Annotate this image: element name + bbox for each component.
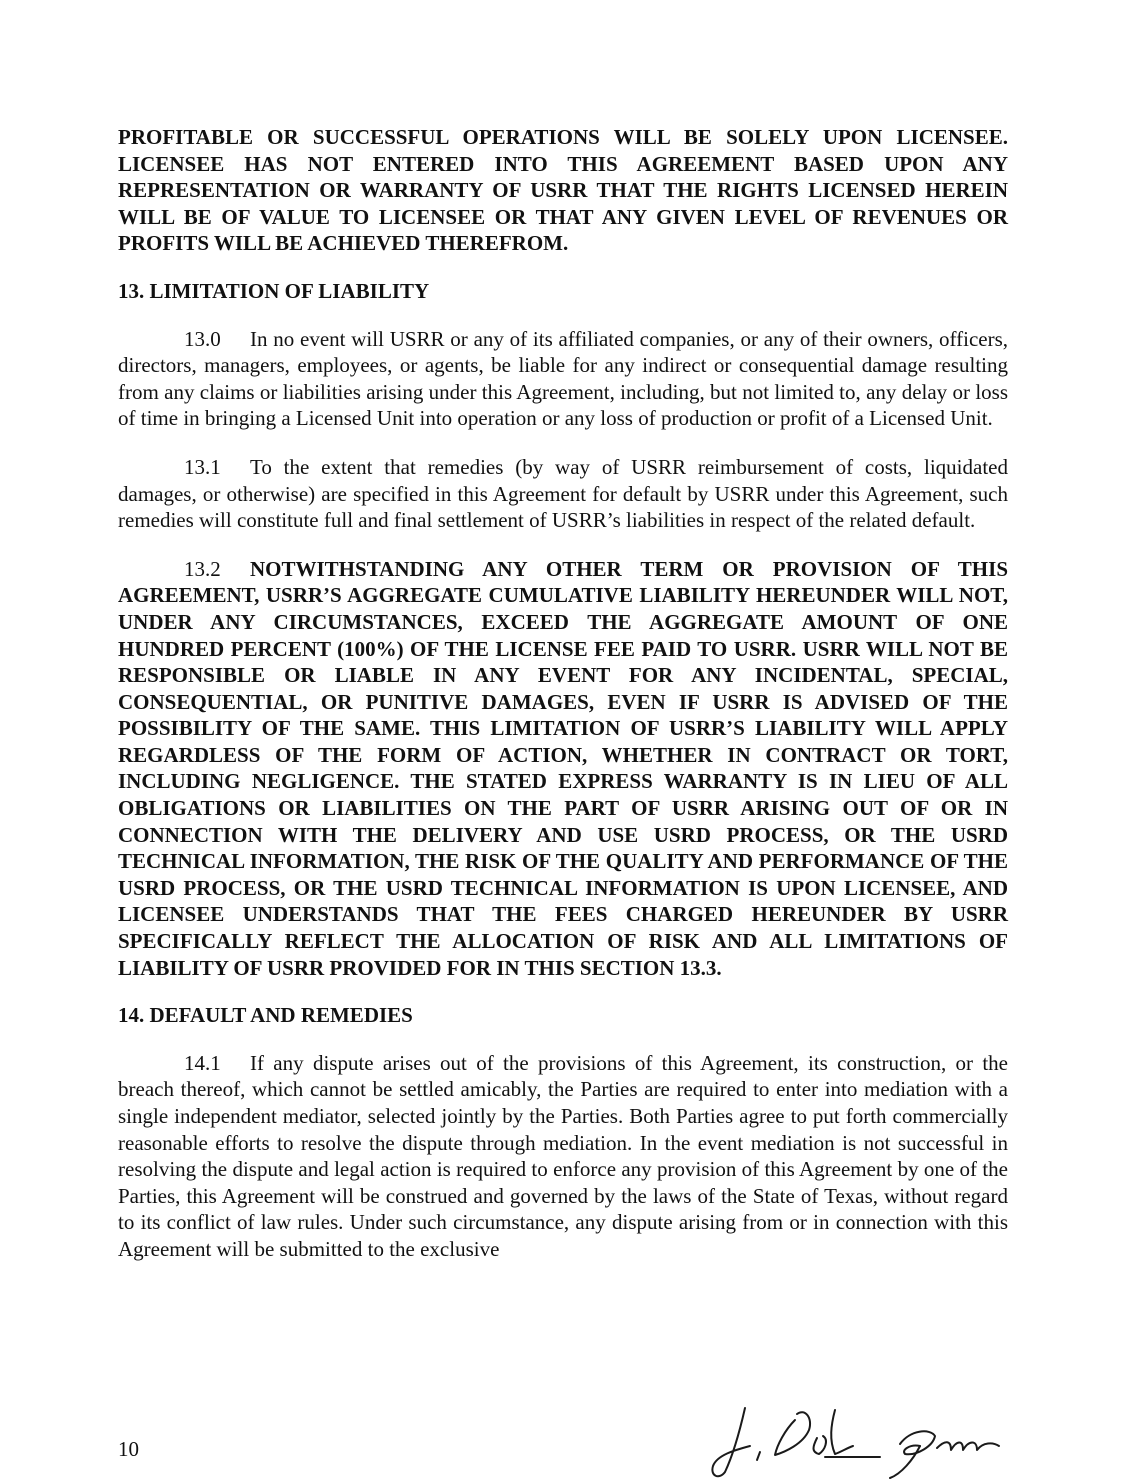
clause-13-2 [118, 556, 1008, 982]
clause-text: To the extent that remedies (by way of USRR reimbursement of costs, liquidated damages, or otherwise) are specified in this Agreement for default by USRR under this Agreement, such remedies will constitute full and final settlement of USRR’s liabilities in respect of the related default. [118, 454, 1008, 533]
clause-13-0 [118, 326, 1008, 432]
clause-number: 13.1 [184, 454, 221, 479]
clause-number: 14.1 [184, 1050, 221, 1075]
clause-13-1 [118, 454, 1008, 534]
clause-text: If any dispute arises out of the provisions of this Agreement, its construction, or the breach thereof, which cannot be settled amicably, the Parties are required to enter into mediation with a single independent mediator, selected jointly by the Parties. Both Parties agree to put forth commercially reasonable efforts to resolve the dispute through mediation. In the event mediation is not successful in resolving the dispute and legal action is required to enforce any provision of this Agreement by one of the Parties, this Agreement will be construed and governed by the laws of the State of Texas, without regard to its conflict of law rules. Under such circumstance, any dispute arising from or in connection with this Agreement will be submitted to the exclusive [118, 1050, 1008, 1261]
section-14-heading: 14. DEFAULT AND REMEDIES [118, 1003, 413, 1028]
clause-number: 13.2 [184, 556, 221, 581]
clause-text: In no event will USRR or any of its affiliated companies, or any of their owners, officers, directors, managers, employees, or agents, be liable for any indirect or consequential damage resulting from any claims or liabilities arising under this Agreement, including, but not limited to, any delay or loss of time in bringing a Licensed Unit into operation or any loss of production or profit of a Licensed Unit. [118, 326, 1008, 431]
clause-number: 13.0 [184, 326, 221, 351]
section-13-heading: 13. LIMITATION OF LIABILITY [118, 278, 430, 303]
page-number: 10 [118, 1437, 139, 1461]
document-page [118, 124, 1008, 1263]
clause-14-1 [118, 1050, 1008, 1263]
handwritten-initials [705, 1400, 1035, 1480]
intro-paragraph: PROFITABLE OR SUCCESSFUL OPERATIONS WILL BE SOLELY UPON LICENSEE. LICENSEE HAS NOT ENTERED INTO THIS AGREEMENT BASED UPON ANY REPRESENTATION OR WARRANTY OF USRR THAT THE RIGHTS LICENSED HEREIN WILL BE OF VALUE TO LICENSEE OR THAT ANY GIVEN LEVEL OF REVENUES OR PROFITS WILL BE ACHIEVED THEREFROM. [118, 125, 1008, 256]
clause-text: NOTWITHSTANDING ANY OTHER TERM OR PROVISION OF THIS AGREEMENT, USRR’S AGGREGATE CUMULATIVE LIABILITY HEREUNDER WILL NOT, UNDER ANY CIRCUMSTANCES, EXCEED THE AGGREGATE AMOUNT OF ONE HUNDRED PERCENT (100%) OF THE LICENSE FEE PAID TO USRR. USRR WILL NOT BE RESPONSIBLE OR LIABLE IN ANY EVENT FOR ANY INCIDENTAL, SPECIAL, CONSEQUENTIAL, OR PUNITIVE DAMAGES, EVEN IF USRR IS ADVISED OF THE POSSIBILITY OF THE SAME. THIS LIMITATION OF USRR’S LIABILITY WILL APPLY REGARDLESS OF THE FORM OF ACTION, WHETHER IN CONTRACT OR TORT, INCLUDING NEGLIGENCE. THE STATED EXPRESS WARRANTY IS IN LIEU OF ALL OBLIGATIONS OR LIABILITIES ON THE PART OF USRR ARISING OUT OF OR IN CONNECTION WITH THE DELIVERY AND USE USRD PROCESS, OR THE USRD TECHNICAL INFORMATION, THE RISK OF THE QUALITY AND PERFORMANCE OF THE USRD PROCESS, OR THE USRD TECHNICAL INFORMATION IS UPON LICENSEE, AND LICENSEE UNDERSTANDS THAT THE FEES CHARGED HEREUNDER BY USRR SPECIFICALLY REFLECT THE ALLOCATION OF RISK AND ALL LIMITATIONS OF LIABILITY OF USRR PROVIDED FOR IN THIS SECTION 13.3. [118, 556, 1008, 980]
